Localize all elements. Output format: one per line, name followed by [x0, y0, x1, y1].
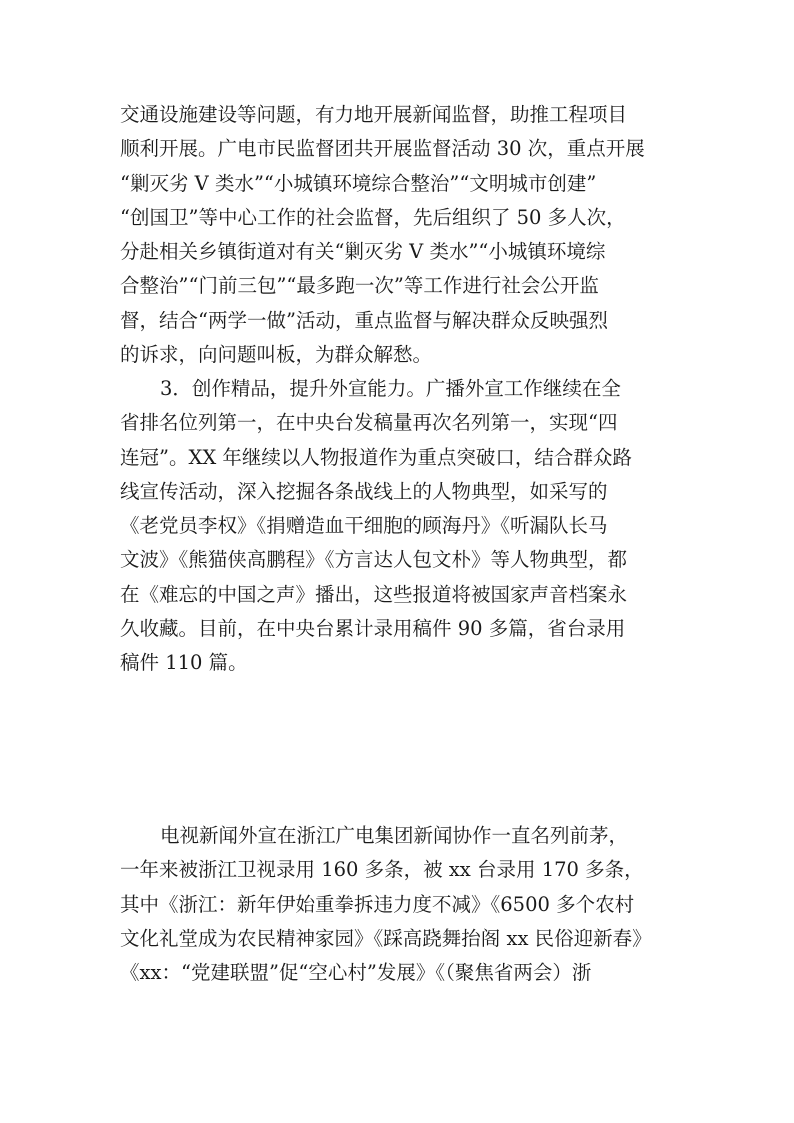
text-line: 在《难忘的中国之声》播出，这些报道将被国家声音档案永 — [120, 582, 628, 606]
text-line: 督，结合“两学一做”活动，重点监督与解决群众反映强烈 — [120, 308, 608, 332]
text-line: 一年来被浙江卫视录用 160 多条，被 xx 台录用 170 多条， — [120, 858, 644, 882]
paragraph-supervision — [120, 98, 686, 372]
text-line: 《xx：“党建联盟”促“空心村”发展》《（聚焦省两会）浙 — [120, 961, 592, 985]
paragraph-tv-publicity — [120, 819, 686, 990]
text-line: 久收藏。目前，在中央台累计录用稿件 90 多篇，省台录用 — [120, 617, 626, 641]
text-line: 连冠”。XX 年继续以人物报道作为重点突破口，结合群众路 — [120, 445, 632, 469]
text-line: 分赴相关乡镇街道对有关“剿灭劣 V 类水”“小城镇环境综 — [120, 240, 606, 264]
text-line: 稿件 110 篇。 — [120, 651, 248, 675]
text-line: 电视新闻外宣在浙江广电集团新闻协作一直名列前茅， — [160, 824, 629, 847]
text-line: 文化礼堂成为农民精神家园》《踩高跷舞抬阁 xx 民俗迎新春》 — [120, 926, 652, 950]
text-line: 其中《浙江：新年伊始重拳拆违力度不减》《6500 多个农村 — [120, 892, 635, 916]
text-line: 顺利开展。广电市民监督团共开展监督活动 30 次，重点开展 — [120, 137, 645, 161]
paragraph-broadcast-publicity — [120, 372, 686, 681]
text-line: 的诉求，向问题叫板，为群众解愁。 — [120, 343, 433, 367]
text-line: 交通设施建设等问题，有力地开展新闻监督，助推工程项目 — [120, 103, 628, 126]
text-line: 3．创作精品，提升外宣能力。广播外宣工作继续在全 — [160, 377, 621, 400]
text-line: “剿灭劣 V 类水”“小城镇环境综合整治”“文明城市创建” — [120, 171, 597, 195]
text-line: “创国卫”等中心工作的社会监督，先后组织了 50 多人次， — [120, 205, 626, 229]
text-line: 文波》《熊猫侠高鹏程》《方言达人包文朴》等人物典型，都 — [120, 548, 628, 572]
text-line: 合整治”“门前三包”“最多跑一次”等工作进行社会公开监 — [120, 274, 599, 298]
text-line: 《老党员李权》《捐赠造血干细胞的顾海丹》《听漏队长马 — [120, 514, 608, 538]
text-line: 省排名位列第一，在中央台发稿量再次名列第一，实现“四 — [120, 411, 618, 435]
text-line: 线宣传活动，深入挖掘各条战线上的人物典型，如采写的 — [120, 479, 608, 503]
